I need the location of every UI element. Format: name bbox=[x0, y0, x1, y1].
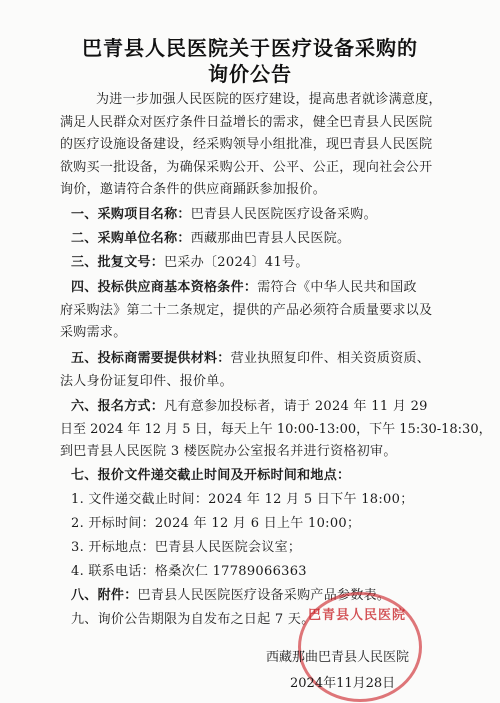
section-4 bbox=[71, 279, 491, 297]
section-3 bbox=[71, 254, 491, 272]
section-3-head: 三、批复文号： bbox=[71, 255, 165, 270]
section-7-item-3: 3. 开标地点：巴青县人民医院会议室； bbox=[71, 540, 302, 555]
section-4-body-2: 府采购法》第二十二条规定，提供的产品必须符合质量要求以及 bbox=[60, 303, 433, 318]
notice-title-line2: 询价公告 bbox=[208, 62, 292, 86]
section-3-body: 巴采办〔2024〕41号。 bbox=[164, 255, 309, 270]
section-1-body: 巴青县人民医院医疗设备采购。 bbox=[190, 207, 377, 222]
official-seal-text: 巴青县人民医院 bbox=[307, 608, 406, 623]
section-4-body-3: 采购需求。 bbox=[60, 325, 127, 340]
signature-date: 2024年11月28日 bbox=[290, 676, 396, 691]
section-6-body-3: 到巴青县人民医院 3 楼医院办公室报名并进行资格初审。 bbox=[60, 444, 397, 459]
section-7-item-1: 1. 文件递交截止时间：2024 年 12 月 5 日下午 18:00； bbox=[71, 492, 414, 507]
section-5-body-2: 法人身份证复印件、报价单。 bbox=[60, 374, 233, 389]
section-6-body-1: 凡有意参加投标者，请于 2024 年 11 月 29 bbox=[164, 399, 428, 414]
section-8-body: 巴青县人民医院医疗设备采购产品参数表。 bbox=[137, 588, 391, 603]
section-7-item-2: 2. 开标时间：2024 年 12 月 6 日上午 10:00； bbox=[71, 516, 361, 531]
section-2-head: 二、采购单位名称： bbox=[71, 231, 191, 246]
section-8-head: 八、附件： bbox=[71, 588, 138, 603]
intro-line-3: 的医疗设施设备建设，经采购领导小组批准，现巴青县人民医院 bbox=[60, 137, 433, 152]
section-6 bbox=[71, 398, 491, 416]
section-6-body-2: 日至 2024 年 12 月 5 日，每天上午 10:00-13:00，下午 15:30-18:30， bbox=[60, 422, 492, 437]
notice-title-line1: 巴青县人民医院关于医疗设备采购的 bbox=[82, 36, 418, 60]
intro-line-2: 满足人民群众对医疗条件日益增长的需求，健全巴青县人民医院 bbox=[60, 115, 433, 130]
section-4-body-1: 需符合《中华人民共和国政 bbox=[257, 280, 417, 295]
section-5-body-1: 营业执照复印件、相关资质资质、 bbox=[230, 351, 431, 366]
section-7-head: 七、报价文件递交截止时间及开标时间和地点： bbox=[71, 468, 351, 483]
section-9: 九、询价公告期限为自发布之日起 7 天。 bbox=[71, 612, 315, 627]
section-5 bbox=[71, 350, 491, 368]
intro-line-5: 询价，邀请符合条件的供应商踊跃参加报价。 bbox=[60, 182, 327, 197]
section-8 bbox=[71, 587, 491, 605]
section-7-item-4: 4. 联系电话：格桑次仁 17789066363 bbox=[71, 564, 307, 579]
signature-organization: 西藏那曲巴青县人民医院 bbox=[266, 650, 410, 665]
section-1-head: 一、采购项目名称： bbox=[71, 207, 191, 222]
section-6-head: 六、报名方式： bbox=[71, 399, 165, 414]
section-5-head: 五、投标商需要提供材料： bbox=[71, 351, 231, 366]
intro-line-1: 为进一步加强人民医院的医疗建设，提高患者就诊满意度， bbox=[96, 92, 442, 107]
section-2-body: 西藏那曲巴青县人民医院。 bbox=[190, 231, 351, 246]
section-4-head: 四、投标供应商基本资格条件： bbox=[71, 280, 258, 295]
section-1 bbox=[71, 206, 491, 224]
intro-line-4: 欲购买一批设备，为确保采购公开、公平、公正，现向社会公开 bbox=[60, 160, 433, 175]
section-2 bbox=[71, 230, 491, 248]
